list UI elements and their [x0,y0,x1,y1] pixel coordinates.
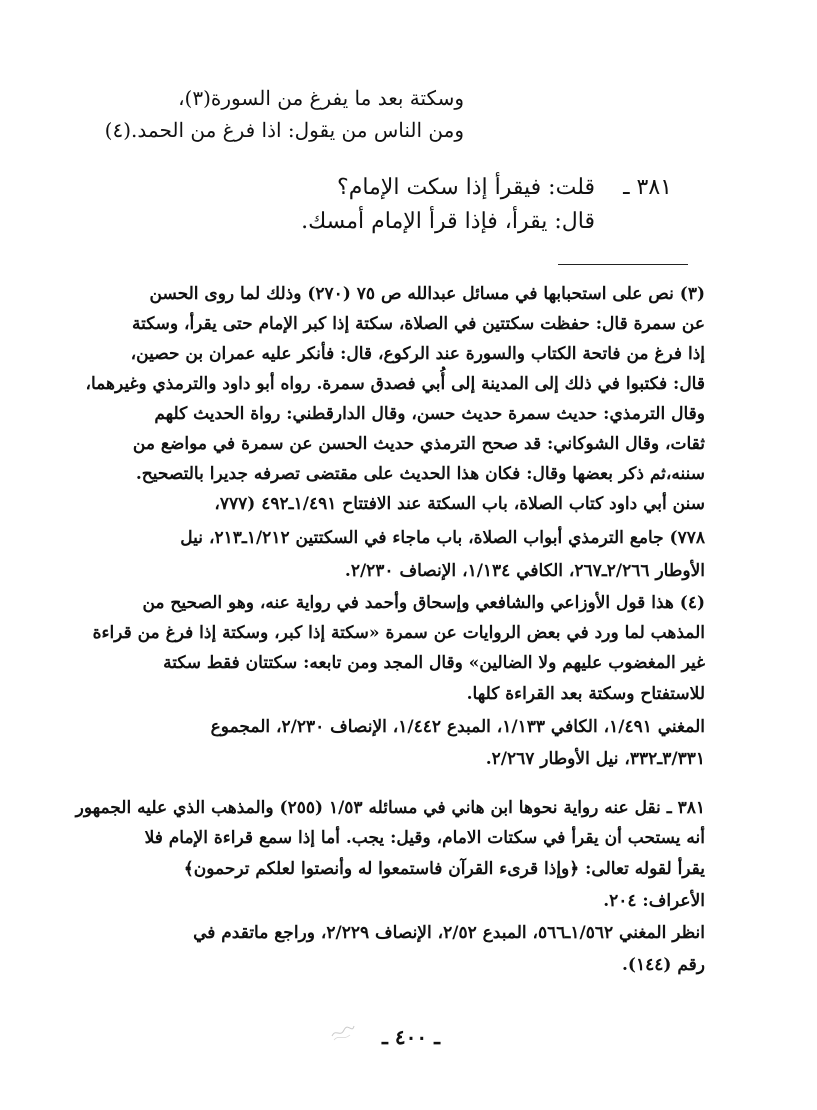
footnote-line: أنه يستحب أن يقرأ في سكتات الامام، وقيل: يجب. أما إذا سمع قراءة الإمام فلا [144,828,705,848]
page-number: ـ ٤٠٠ ـ [382,1025,440,1049]
question-number: ٣٨١ ـ [623,175,672,200]
ink-smudge [330,1022,356,1042]
footnote-line: يقرأ لقوله تعالى: ﴿وإذا قرىء القرآن فاستمعوا له وأنصتوا لعلكم ترحمون﴾ [183,859,705,879]
footnote-line: ثقات، وقال الشوكاني: قد صحح الترمذي حديث الحسن عن سمرة في مواضع من [132,434,705,454]
footnote-line: سننه،ثم ذكر بعضها وقال: فكان هذا الحديث على مقتضى تصرفه جديرا بالتصحيح. [135,464,705,484]
footnote-line: إذا فرغ من فاتحة الكتاب والسورة عند الركوع، قال: فأنكر عليه عمران بن حصين، [130,344,705,364]
footnote-line: غير المغضوب عليهم ولا الضالين» وقال المجد ومن تابعه: سكتتان فقط سكتة [163,653,705,673]
footnote-line: ٣/٣٣١ـ٣٣٢، نيل الأوطار ٢/٢٦٧. [485,749,705,769]
footnote-line: المغني ١/٤٩١، الكافي ١/١٣٣، المبدع ١/٤٤٢، الإنصاف ٢/٢٣٠، المجموع [210,717,705,737]
footnote-line: انظر المغني ١/٥٦٢ـ٥٦٦، المبدع ٢/٥٢، الإنصاف ٢/٢٢٩، وراجع ماتقدم في [193,923,705,943]
footnote-line: ٧٧٨) جامع الترمذي أبواب الصلاة، باب ماجاء في السكتتين ١/٢١٢ـ٢١٣، نيل [180,528,705,548]
footnote-line: الأوطار ٢/٢٦٦ـ٢٦٧، الكافي ١/١٣٤، الإنصاف ٢/٢٣٠. [344,561,705,581]
footnote-line: الأعراف: ٢٠٤. [603,891,705,911]
footnote-line: سنن أبي داود كتاب الصلاة، باب السكتة عند الافتتاح ١/٤٩١ـ٤٩٢ (٧٧٧، [214,494,705,514]
footnote-line: للاستفتاح وسكتة بعد القراءة كلها. [466,684,705,704]
footnote-line: ٣٨١ ـ نقل عنه رواية نحوها ابن هاني في مسائله ١/٥٣ (٢٥٥) والمذهب الذي عليه الجمهور [75,798,705,818]
footnote-line: قال: فكتبوا في ذلك إلى المدينة إلى أُبي فصدق سمرة. رواه أبو داود والترمذي وغيرهما، [85,374,705,394]
footnote-separator [558,264,688,265]
footnote-line: المذهب لما ورد في بعض الروايات عن سمرة «سكتة إذا كبر، وسكتة إذا فرغ من قراءة [92,623,705,643]
main-text-line-2: ومن الناس من يقول: اذا فرغ من الحمد.(٤) [104,118,464,142]
answer-text: قال: يقرأ، فإذا قرأ الإمام أمسك. [301,209,595,234]
footnote-line: وقال الترمذي: حديث سمرة حديث حسن، وقال الدارقطني: رواة الحديث كلهم [154,404,705,424]
footnote-line: (٤) هذا قول الأوزاعي والشافعي وإسحاق وأحمد في رواية عنه، وهو الصحيح من [142,593,705,613]
main-text-line-1: وسكتة بعد ما يفرغ من السورة(٣)، [178,86,464,110]
footnote-line: (٣) نص على استحبابها في مسائل عبدالله ص ٧٥ (٢٧٠) وذلك لما روى الحسن [149,284,705,304]
footnote-line: رقم (١٤٤). [622,955,705,975]
footnote-line: عن سمرة قال: حفظت سكتتين في الصلاة، سكتة إذا كبر الإمام حتى يقرأ، وسكتة [131,314,705,334]
question-text: قلت: فيقرأ إذا سكت الإمام؟ [337,175,595,200]
